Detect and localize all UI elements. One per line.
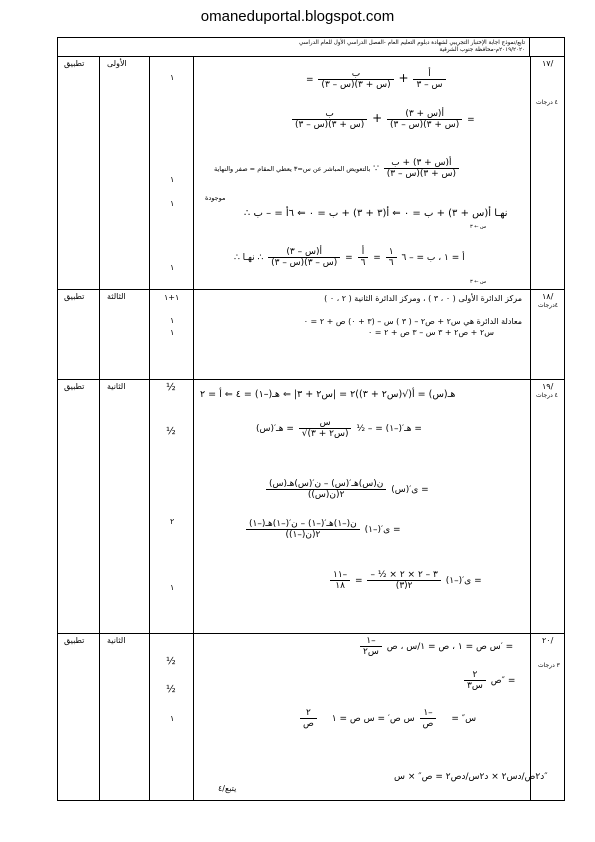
mark: ١ <box>170 263 175 272</box>
solution-line-4: $\frac{\text{ن(–١)هـ′(–١) – ن′(–١)هـ(–١)}}{\text{(ن(–١))٢}}$ ى′(–١) = <box>244 519 401 540</box>
solution-line-4: د٢ص/دس٢ × د٢س/دص٢ = ص″ × س″ <box>394 772 548 782</box>
mark: ١+١ <box>164 293 180 302</box>
header-title-cell <box>58 38 530 56</box>
mark: ١ <box>170 175 175 184</box>
level-cell: تطبيق <box>64 59 85 68</box>
outcome-cell: الثانية <box>107 382 126 391</box>
header-line-1: تابع/نموذج اجابة الإختبار التجريبي لشهادة دبلوم التعليم العام -الفصل الدراسي الأول للعام الدراسي <box>298 40 525 46</box>
outcome-cell: الثانية <box>107 636 126 645</box>
question-marks: ٤درجات <box>538 302 558 309</box>
solution-line-1: = $\frac{\text{ب}}{\text{(س – ٣)(س + ٣)}}$ + $\frac{\text{أ}}{\text{س – ٣}}$ <box>306 69 448 90</box>
solution-line-2: هـ′(–١) = – ½ $\frac{\text{س}}{\text{√(س٢ + ٣)}}$ = هـ′(س) = <box>256 418 422 439</box>
mark: ١ <box>170 328 175 337</box>
answer-sheet <box>57 37 565 801</box>
mark: ٢ <box>170 517 175 526</box>
level-cell: تطبيق <box>64 382 85 391</box>
mark: ½ <box>166 656 176 667</box>
solution-line-1: $\frac{١-}{\text{س٢}}$ س ص = ١ ، ص = ١/س ، ص′ = <box>358 636 513 657</box>
question-row-17 <box>58 57 564 290</box>
solution-line-3: $\frac{٢}{\text{ص}}$ س″ = $\frac{١-}{\text{ص}}$ س ص′ = س ص = ١ <box>298 708 476 729</box>
solution-line-1: مركز الدائرة الأولى ( ٠ ، ٣ ) ، ومركز الدائرة الثانية ( ٢ ، ٠ ) <box>324 294 522 303</box>
mark: ١ <box>170 199 175 208</box>
solution-line-5: $\frac{١١-}{١٨}$ = $\frac{\text{– ½ × ٣ – ٢ × ٢}}{(٣)٢}$ ى′(–١) = <box>328 570 482 591</box>
solution-line-3: بالتعويض المباشر عن س=٣ يعطي المقام = صفر والنهاية ∵ $\frac{\text{أ(س + ٣) + ب}}{\text{(س – ٣)(س + ٣)}}$ <box>214 158 461 179</box>
question-number: /١٧ <box>542 59 554 68</box>
sheet-header <box>58 38 564 57</box>
outcome-cell: الأولى <box>107 59 127 68</box>
mark: ١ <box>170 316 175 325</box>
solution-line-2: $\frac{\text{ب}}{\text{(س – ٣)(س + ٣)}}$ + $\frac{\text{أ(س + ٣)}}{\text{(س – ٣)(س + ٣)}}$ = <box>290 109 475 130</box>
solution-line-2: معادلة الدائرة هي س٢ + ص٢ – ( ٣ ) س – (٣ + ٠) ص + ٢ = ٠ <box>303 317 522 326</box>
question-marks: ٣ درجات <box>538 662 560 669</box>
solution-line-1: هـ(س) = أ(√(س٢ + ٣))٢ = |س٢ + ٣| ⇐ هـ(–١) = ٤ ⇐ أ = ٢ <box>200 389 456 400</box>
solution-line-2: $\frac{٢}{\text{س٣}}$ ص″ = <box>462 670 515 691</box>
header-line-2: ٢٠١٩/٢٠٢٠م-محافظة جنوب الشرقية <box>439 47 525 53</box>
question-number: /١٨ <box>542 292 554 301</box>
solution-note: موجودة <box>205 194 226 202</box>
question-marks: ٤ درجات <box>536 99 558 106</box>
solution-line-3: $\frac{\text{ن(س)هـ′(س) – ن′(س)هـ(س)}}{\text{(ن(س))٢}}$ ى′(س) = <box>264 479 429 500</box>
question-row-18 <box>58 290 564 380</box>
question-number: /٢٠ <box>542 636 554 645</box>
question-marks: ٤ درجات <box>536 392 558 399</box>
mark: ½ <box>166 426 176 437</box>
mark: ½ <box>166 382 176 393</box>
solution-line-3: س٢ + ص٢ + ٣ س – ٣ ص + ٢ = ٠ <box>367 328 494 337</box>
outcome-cell: الثالثة <box>107 292 126 301</box>
question-row-19 <box>58 380 564 634</box>
site-url: omaneduportal.blogspot.com <box>200 8 395 25</box>
mark: ½ <box>166 684 176 695</box>
level-cell: تطبيق <box>64 292 85 301</box>
solution-line-5: ∴ أ = ١ ، ب = – ٦ $\frac{١}{٦}$ = $\frac{\text{أ}}{٦}$ = $\frac{\text{أ(س – ٣)}}{\text{(س – ٣)(س – ٣)}}$ ∴ نهـا <box>234 247 465 268</box>
solution-line-4: ∴ نهـا أ(س + ٣) + ب = ٠ ⇐ أ(٣ + ٣) + ب = ٠ ⇐ ٦أ = – ب <box>244 208 508 219</box>
mark: ١ <box>170 73 175 82</box>
mark: ١ <box>170 714 175 723</box>
limit-subscript: س ← ٣ <box>470 224 487 230</box>
continued-note: يتبع/٤ <box>218 784 237 793</box>
limit-subscript: س ← ٣ <box>470 279 487 285</box>
question-row-20 <box>58 634 564 801</box>
mark: ١ <box>170 583 175 592</box>
level-cell: تطبيق <box>64 636 85 645</box>
question-number: /١٩ <box>542 382 554 391</box>
